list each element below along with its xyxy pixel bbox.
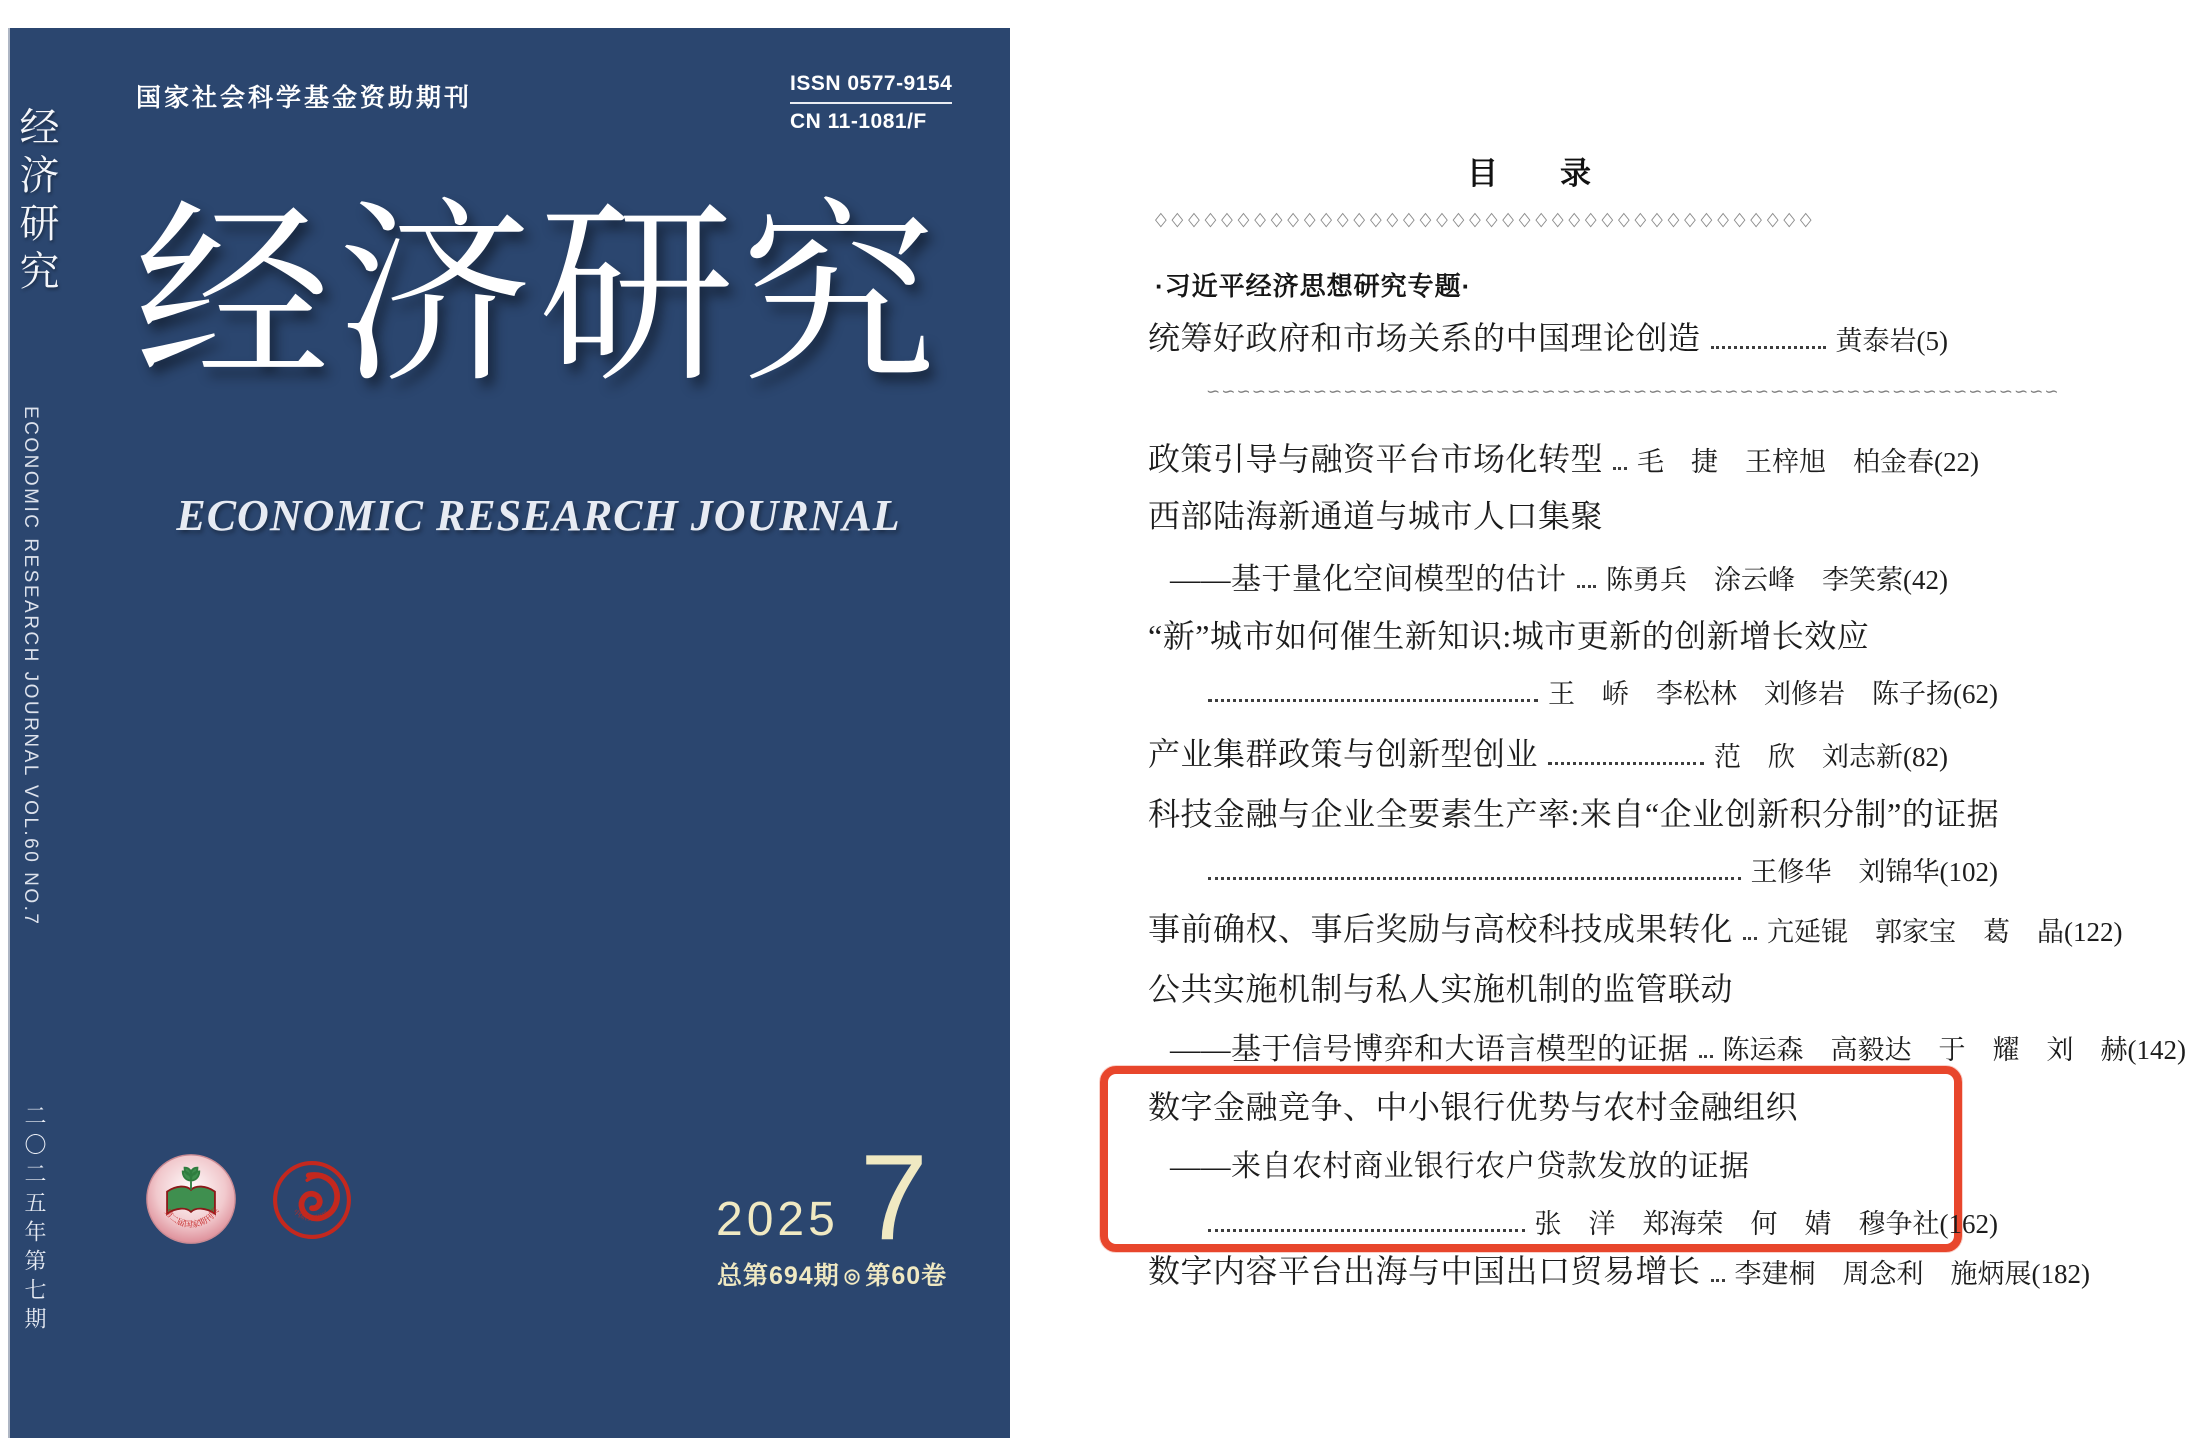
entry-authors: 陈运森 高毅达 于 耀 刘 赫(142) (1722, 1035, 2186, 1065)
issue-year: 2025 (716, 1193, 839, 1246)
entry-title: 科技金融与企业全要素生产率:来自“企业创新积分制”的证据 (1148, 796, 2000, 832)
toc-entry-subtitle-row (1148, 1024, 2186, 1068)
entry-title: 统筹好政府和市场关系的中国理论创造 (1148, 320, 1701, 356)
entry-subtitle: ——基于量化空间模型的估计 (1170, 563, 1567, 596)
spine-issue-text: 二〇二五年第七期 (22, 1104, 47, 1336)
toc-heading: 目 录 (1467, 156, 1591, 191)
journal-award-logo (145, 1153, 237, 1245)
spine-english-title: ECONOMIC RESEARCH JOURNAL VOL.60 NO.7 (20, 406, 41, 927)
entry-title: 西部陆海新通道与城市人口集聚 (1148, 498, 1604, 534)
toc-entry-authors-row (1148, 668, 1998, 712)
dot-leader (1577, 585, 1597, 588)
entry-title: 事前确权、事后奖励与高校科技成果转化 (1148, 911, 1734, 947)
spine-calligraphy-title: 经济研究 (14, 106, 59, 298)
scallop-separator: ∽∽∽∽∽∽∽∽∽∽∽∽∽∽∽∽∽∽∽∽∽∽∽∽∽∽∽∽∽∽∽∽∽∽∽∽∽∽∽∽∽∽∽∽∽∽∽∽∽∽∽∽∽∽∽∽ (1206, 382, 2060, 401)
top100-periodical-logo (271, 1159, 353, 1241)
toc-entry (1148, 1248, 2090, 1292)
entry-subtitle: ——来自农村商业银行农户贷款发放的证据 (1170, 1150, 1750, 1183)
cover-title-english: ECONOMIC RESEARCH JOURNAL (176, 491, 901, 540)
entry-authors: 毛 捷 王梓旭 柏金春(22) (1637, 447, 1979, 477)
top100-ring-text: 中国百强报刊 (291, 1208, 330, 1223)
entry-authors: 张 洋 郑海荣 何 婧 穆争社(162) (1534, 1209, 1998, 1239)
entry-title: 数字金融竞争、中小银行优势与农村金融组织 (1148, 1089, 1799, 1125)
dot-leader (1743, 937, 1757, 940)
issue-volume-line (717, 1256, 947, 1292)
entry-subtitle: ——基于信号博弈和大语言模型的证据 (1170, 1033, 1689, 1066)
table-of-contents (1010, 0, 2186, 1449)
diamond-separator: ◇◇◇◇◇◇◇◇◇◇◇◇◇◇◇◇◇◇◇◇◇◇◇◇◇◇◇◇◇◇◇◇◇◇◇◇◇◇◇◇ (1155, 210, 1817, 231)
dot-leader (1208, 699, 1538, 702)
dot-leader (1208, 877, 1741, 880)
entry-authors: 范 欣 刘志新(82) (1714, 742, 1948, 772)
entry-title: 数字内容平台出海与中国出口贸易增长 (1148, 1253, 1701, 1289)
toc-entry-subtitle-row (1148, 554, 1948, 598)
award-ring-text: 第二届国家期刊奖 (162, 1206, 221, 1230)
toc-entry (1148, 493, 1948, 537)
book-icon (167, 1187, 215, 1214)
toc-entry-subtitle-row (1148, 1141, 1948, 1185)
grant-label: 国家社会科学基金资助期刊 (136, 84, 473, 112)
dot-leader (1613, 467, 1627, 470)
cover-title-calligraphy: 经济研究 (134, 189, 943, 406)
issn-number: ISSN 0577-9154 (790, 72, 952, 104)
entry-authors: 陈勇兵 涂云峰 李笑萦(42) (1606, 565, 1948, 595)
entry-authors: 亢延锟 郭家宝 葛 晶(122) (1767, 917, 2123, 947)
toc-entry (1148, 731, 1948, 775)
dot-leader (1208, 1229, 1525, 1232)
toc-entry (1148, 791, 2000, 835)
toc-entry (1148, 436, 1979, 480)
dot-leader (1711, 1279, 1725, 1282)
special-topic-label: ·习近平经济思想研究专题· (1155, 271, 1472, 301)
dot-leader (1548, 762, 1704, 765)
entry-title: 产业集群政策与创新型创业 (1148, 736, 1539, 772)
toc-entry (1148, 966, 1948, 1010)
toc-entry (1148, 613, 1948, 657)
issue-number: 7 (860, 1129, 928, 1265)
toc-entry-highlighted (1148, 1084, 1948, 1128)
toc-entry (1148, 315, 1948, 359)
entry-title: 公共实施机制与私人实施机制的监管联动 (1148, 971, 1734, 1007)
entry-title: “新”城市如何催生新知识:城市更新的创新增长效应 (1148, 618, 1870, 654)
journal-cover (8, 28, 1012, 1438)
circle-separator-icon: ◎ (843, 1266, 862, 1287)
volume: 第60卷 (865, 1262, 948, 1290)
total-issue: 总第694期 (717, 1262, 840, 1290)
cn-number: CN 11-1081/F (790, 110, 927, 133)
issn-block (790, 72, 952, 134)
dot-leader (1699, 1055, 1713, 1058)
toc-entry (1148, 906, 2123, 950)
entry-authors: 王 峤 李松林 刘修岩 陈子扬(62) (1548, 679, 1998, 709)
dot-leader (1711, 346, 1826, 349)
entry-title: 政策引导与融资平台市场化转型 (1148, 441, 1604, 477)
entry-authors: 王修华 刘锦华(102) (1750, 857, 1998, 887)
entry-authors: 李建桐 周念利 施炳展(182) (1734, 1259, 2090, 1289)
entry-authors: 黄泰岩(5) (1835, 326, 1948, 356)
toc-entry-authors-row (1148, 846, 1998, 890)
toc-entry-authors-row (1148, 1198, 1998, 1242)
